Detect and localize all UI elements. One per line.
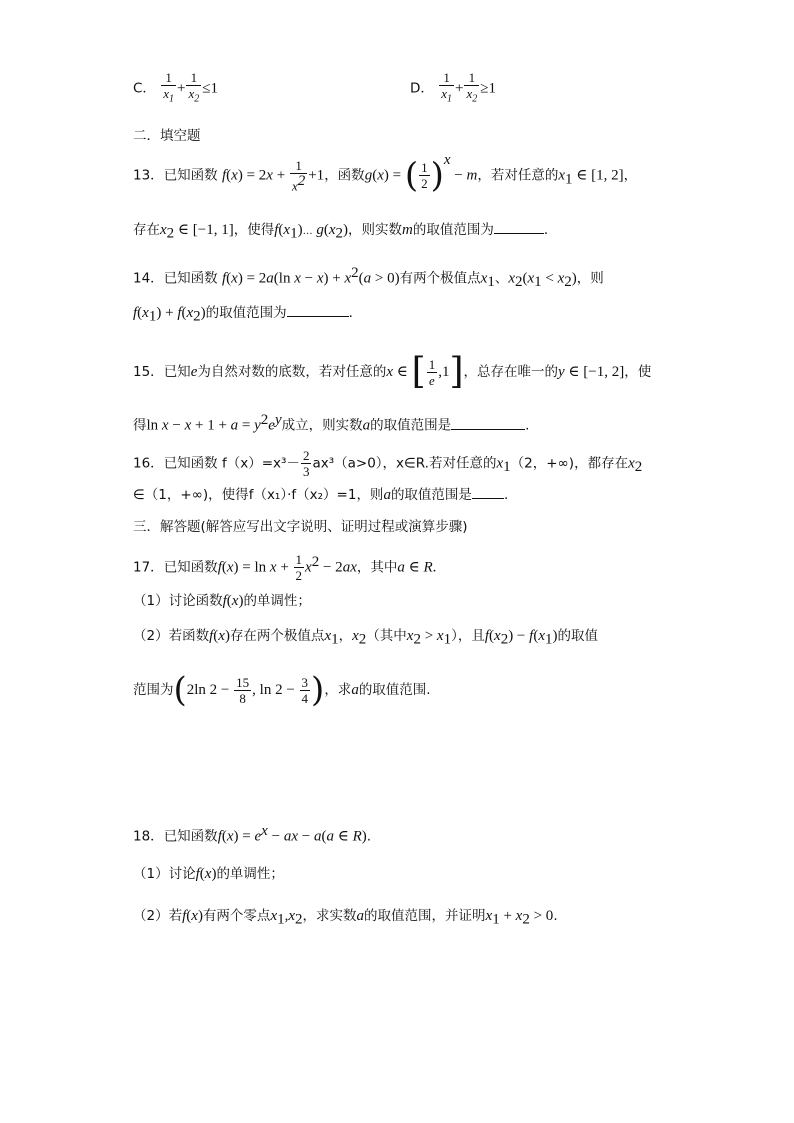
fraction: $\frac{1}{2}$ — [421, 160, 428, 192]
q17-text: （2）若函数 — [133, 628, 210, 644]
question-15-line-1: 15．已知e为自然对数的底数，若对任意的x ∈ [ $\frac{1}{e}$ ,1]，总存在唯一的y ∈ [−1, 2]，使 — [133, 351, 652, 392]
answer-blank[interactable] — [287, 302, 349, 317]
q15-text: 成立，则实数 — [281, 417, 363, 434]
q16-text: f（x₁）·f（x₂）=1 — [248, 487, 357, 503]
q18-text: （1）讨论 — [133, 866, 196, 882]
q14-text: 的取值范围为 — [205, 305, 287, 321]
fraction: $\frac{1}{x_2}$ — [188, 70, 200, 105]
q18-text: 的取值范围，并证明 — [364, 908, 486, 924]
q17-text: 的取值 — [557, 628, 598, 644]
q13-text: 的取值范围为 — [412, 222, 494, 238]
q15-text: 得 — [133, 417, 147, 434]
q13-text: ，函数 — [324, 167, 365, 184]
q17-text: 范围为 — [133, 682, 174, 698]
q18-text: ，求实数 — [302, 908, 357, 924]
q17-text: ），且 — [451, 628, 485, 644]
q17-text: 存在两个极值点 — [229, 628, 325, 644]
q14-text: 有两个极值点 — [399, 270, 481, 287]
q13-text: ，则实数 — [348, 222, 402, 238]
fraction: $\frac{1}{e}$ — [428, 356, 436, 388]
answer-blank[interactable] — [494, 219, 544, 234]
option-c-tail: ≤1 — [202, 80, 218, 97]
q16-text: ∈（1，+∞)，使得 — [133, 487, 249, 503]
answer-blank[interactable] — [451, 415, 525, 430]
q17-text: （1）讨论函数 — [133, 593, 223, 609]
q13-text: ，使得 — [233, 222, 275, 238]
q14-text: 已知函数 — [163, 270, 218, 287]
q13-text: 存在 — [133, 222, 160, 238]
q17-text: ，其中 — [356, 559, 398, 576]
q17-text: ，求 — [324, 682, 352, 698]
q18-text: （2）若 — [133, 908, 183, 924]
question-17-part-2-cont: 范围为(2ln 2 − $\frac{15}{8}$ , ln 2 − $\frac{3}{4}$ )，求a的取值范围. — [133, 670, 431, 710]
option-c: C． $\frac{1}{x_1}$ + $\frac{1}{x_2}$ ≤1 — [133, 70, 218, 105]
q15-text: ，使 — [624, 364, 652, 380]
option-d-label: D． — [410, 80, 434, 97]
question-number: 16． — [133, 455, 164, 472]
fraction: $\frac{2}{3}$ — [302, 448, 310, 479]
question-number: 14． — [133, 270, 164, 287]
q17-text: （其中 — [366, 628, 407, 644]
question-number: 17． — [133, 559, 164, 576]
q13-text: ． — [543, 222, 558, 238]
question-17-line-1: 17．已知函数f(x) = ln x + $\frac{1}{2}$ $x^2 - 2ax$，其中a ∈ R. — [133, 552, 437, 583]
q18-text: 已知函数 — [163, 828, 218, 845]
option-c-label: C． — [133, 80, 156, 97]
fraction: $\frac{1}{x_1}$ — [441, 70, 452, 105]
q14-text: 、 — [494, 270, 509, 287]
question-15-line-2: 得$\ln x - x + 1 + a = y^2e^y$成立，则实数a的取值范围是 . — [133, 412, 530, 434]
option-d: D． $\frac{1}{x_1}$ + $\frac{1}{x_2}$ ≥1 — [410, 70, 496, 105]
section-solutions-title: 三．解答题(解答应写出文字说明、证明过程或演算步骤) — [133, 519, 468, 535]
question-number: 15． — [133, 364, 164, 380]
q18-text: 的单调性； — [216, 866, 284, 882]
fraction: $\frac{1}{2}$ — [295, 552, 303, 583]
q17-text: ， — [338, 628, 353, 644]
q18-text: . — [553, 908, 558, 924]
q13-text: ，若对任意的 — [477, 167, 559, 184]
q13-text: 已知函数 — [163, 167, 218, 184]
q14-text: . — [348, 305, 353, 321]
question-18-part-2: （2）若f(x)有两个零点$x_1,x_2$，求实数a的取值范围，并证明$x_1 + x_2 > 0$. — [133, 908, 558, 928]
q18-text: 有两个零点 — [202, 908, 271, 924]
q16-text: 已知函数 f（x）=x³－ — [163, 455, 300, 472]
q16-text: ax³（a>0），x∈R.若对任意的 — [312, 455, 497, 472]
q15-text: ，总存在唯一的 — [463, 364, 558, 380]
q17-text: 的单调性； — [243, 593, 311, 609]
question-16-line-1: 16．已知函数 f（x）=x³－ $\frac{2}{3}$ ax³（a>0），x∈R.若对任意的$x_1(2$，+∞)，都存在$x_2$ — [133, 448, 643, 479]
fraction: $\frac{3}{4}$ — [301, 674, 309, 706]
answer-blank[interactable] — [472, 484, 504, 499]
question-17-part-2: （2）若函数f(x)存在两个极值点$x_1$，$x_2$（其中$x_2 > x_1$），且$f(x_2) - f(x_1)$的取值 — [133, 628, 598, 648]
question-14-line-1: 14．已知函数 f(x) = 2a(ln $x - x) + x^2(a > 0)$有两个极值点$x_1$、$x_2(x_1 < x_2)$，则 — [133, 265, 604, 291]
q15-text: . — [525, 417, 530, 434]
question-number: 18． — [133, 828, 164, 845]
q15-text: 的取值范围是 — [370, 417, 452, 434]
question-13-line-2: 存在$x_2$ ∈ [−1, 1]，使得$f(x_1)\dots$ $g(x_2)$，则实数m的取值范围为 ． — [133, 219, 557, 245]
q16-text: . — [503, 487, 509, 503]
question-18-part-1: （1）讨论f(x)的单调性； — [133, 866, 284, 882]
question-17-part-1: （1）讨论函数f(x)的单调性； — [133, 593, 311, 609]
q16-text: 的取值范围是 — [390, 487, 472, 503]
question-18-line-1: 18．已知函数$f(x) = e^x$ − ax − a(a ∈ R). — [133, 823, 372, 845]
question-16-line-2: ∈（1，+∞)，使得f（x₁）·f（x₂）=1，则a的取值范围是 . — [133, 484, 508, 506]
q16-text: （2，+∞)，都存在 — [510, 455, 629, 472]
fraction: $\frac{15}{8}$ — [236, 674, 250, 706]
q15-text: 已知 — [163, 364, 191, 380]
q15-text: 为自然对数的底数，若对任意的 — [197, 364, 387, 380]
fraction: $\frac{1}{x_2}$ — [466, 70, 478, 105]
q16-text: ，则 — [356, 487, 384, 503]
fraction: $\frac{1}{x_1}$ — [163, 70, 175, 105]
fraction: $\frac{1}{x^2}$ — [291, 158, 306, 194]
q17-text: 的取值范围. — [358, 682, 431, 698]
q14-text: ，则 — [576, 270, 604, 287]
option-d-tail: ≥1 — [480, 80, 496, 97]
question-13-line-1: 13．已知函数 f(x) = 2x + $\frac{1}{x^2}$ +1，函数g(x) = ( $\frac{1}{2}$ )$^x$ − m，若对任意的$x_1$ ∈ [1, 2]， — [133, 152, 638, 196]
section-fill-in-title: 二．填空题 — [133, 128, 201, 144]
question-14-line-2: $f(x_1) + f(x_2)$的取值范围为 . — [133, 302, 353, 328]
q13-text: ， — [623, 167, 638, 184]
q17-text: 已知函数 — [163, 559, 218, 576]
question-number: 13． — [133, 167, 164, 184]
q18-text: . — [366, 828, 372, 845]
